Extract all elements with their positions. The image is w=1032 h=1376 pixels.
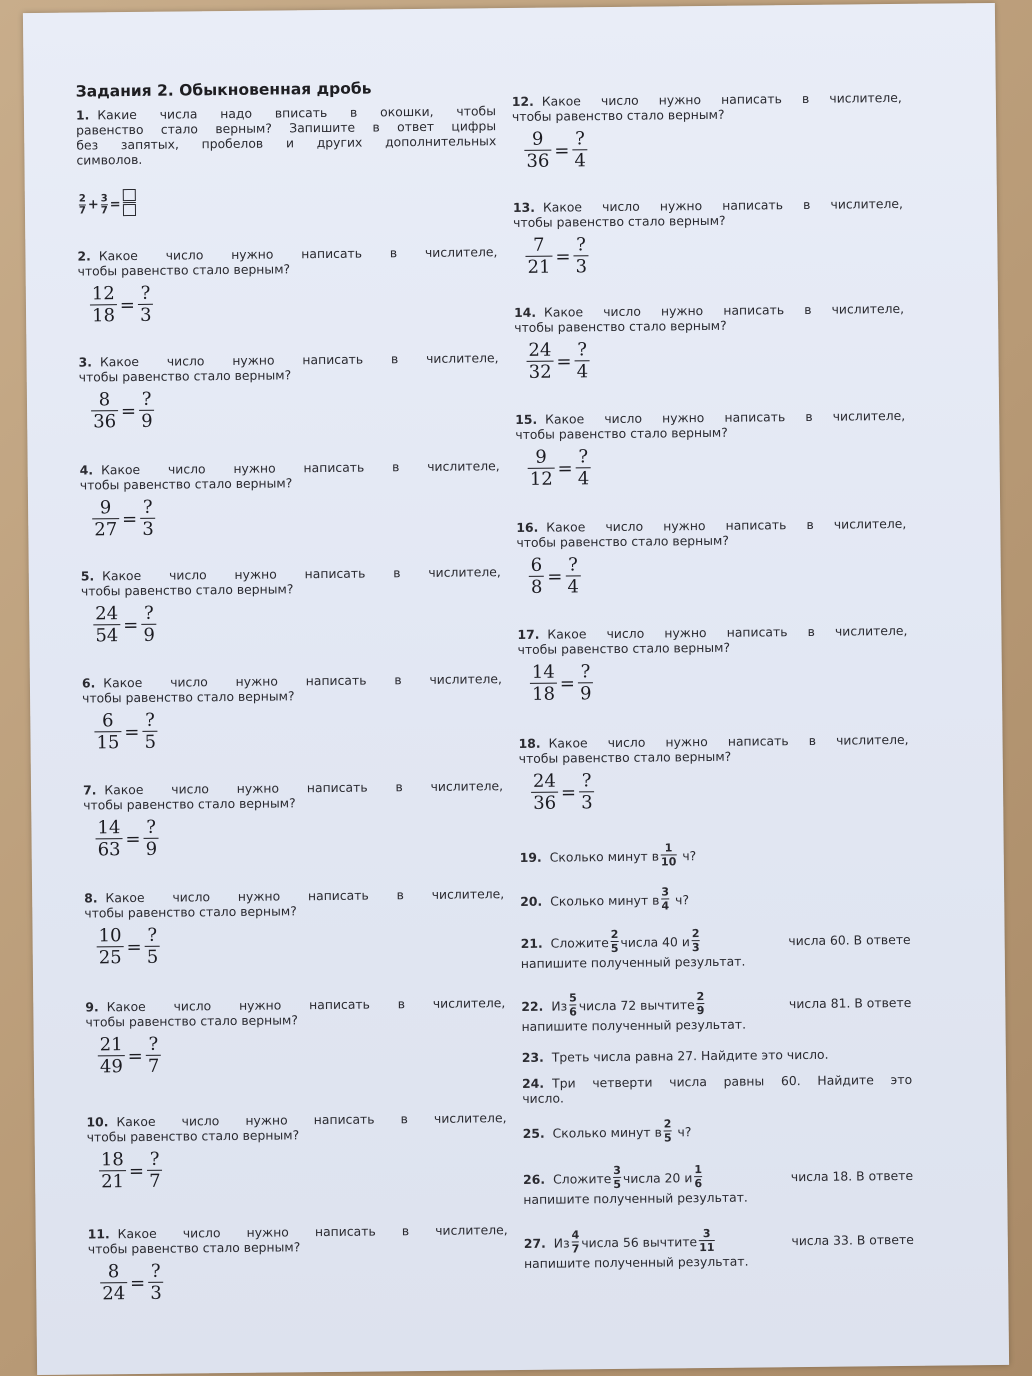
inline-fraction: 2 9 — [696, 990, 705, 1018]
left-fraction: $\frac{14}{63}$ — [97, 817, 121, 861]
task-number: 4. — [79, 462, 94, 478]
question-line-2: чтобы равенство стало верным? — [516, 532, 730, 550]
task-number: 18. — [518, 735, 541, 751]
right-fraction: $\frac{?}{4}$ — [574, 340, 590, 382]
numerator-box — [122, 189, 135, 201]
task-20: 20. Сколько минут в 3 4 ч? — [520, 885, 690, 913]
task-11 — [88, 1222, 509, 1304]
right-fraction: $\frac{?}{3}$ — [579, 771, 595, 813]
right-fraction: $\frac{?}{9}$ — [139, 390, 155, 432]
left-fraction: $\frac{6}{8}$ — [530, 554, 543, 598]
left-fraction: $\frac{8}{24}$ — [100, 1262, 127, 1304]
question-line-2: чтобы равенство стало верным? — [83, 795, 296, 813]
left-fraction: $\frac{9}{27}$ — [92, 498, 119, 540]
equals-sign: = — [124, 721, 140, 743]
right-fraction: $\frac{?}{5}$ — [142, 711, 158, 753]
task-1-expression: 2 7 + $\frac{3}{7}$ = — [77, 185, 497, 219]
task-number: 14. — [513, 304, 537, 320]
question-line-2: чтобы равенство стало верным? — [77, 261, 291, 279]
task-10 — [86, 1110, 507, 1192]
task-22: 22. Из 5 6 числа 72 вычтите 2 9 числа 81. В ответе напишите полученный результат. — [521, 990, 912, 1034]
right-fraction: $\frac{?}{9}$ — [143, 818, 159, 860]
question-line-2: чтобы равенство стало верным? — [511, 106, 725, 125]
equation — [93, 600, 501, 646]
task-number: 8. — [84, 890, 98, 906]
equation — [91, 386, 499, 432]
task-number: 11. — [87, 1226, 110, 1242]
task-number: 17. — [517, 626, 540, 642]
question-line-1: Какое число нужно написать в числителе, — [102, 564, 501, 584]
question-line-2: чтобы равенство стало верным? — [87, 1239, 301, 1257]
task-13 — [513, 196, 904, 278]
equation — [100, 1258, 508, 1304]
equals-sign: = — [547, 566, 563, 588]
left-column — [75, 8, 508, 1305]
question-line-2: чтобы равенство стало верным? — [517, 639, 731, 657]
question-line-1: Какое число нужно написать в числителе, — [546, 515, 907, 535]
right-fraction: $\frac{?}{3}$ — [573, 235, 589, 277]
equals-sign: = — [554, 139, 570, 162]
question-line-2: чтобы равенство стало верным? — [85, 1012, 299, 1030]
task-1: 1. Какие числа надо вписать в окошки, чтобы равенство стало верным? Запишите в ответ цифры без запятых, пробелов и других дополнительных символов. 2 7 + $\frac{3}{7}$ = — [76, 103, 497, 219]
question-line-1: Какое число нужно написать в числителе, — [545, 407, 906, 427]
inline-fraction: 5 6 — [568, 991, 577, 1019]
right-fraction: $\frac{?}{9}$ — [141, 604, 157, 646]
task-18 — [518, 732, 909, 814]
equals-sign: = — [128, 1160, 145, 1182]
question-line-2: чтобы равенство стало верным? — [515, 424, 728, 442]
task-number: 9. — [85, 999, 99, 1015]
inline-fraction: 2 3 — [691, 927, 700, 955]
task-number: 15. — [515, 411, 538, 427]
left-fraction: $\frac{9}{36}$ — [524, 130, 551, 172]
question-line-1: Какое число нужно написать в числителе, — [547, 622, 908, 642]
task-number: 2. — [77, 248, 91, 264]
left-fraction: $\frac{9}{12}$ — [527, 448, 554, 490]
left-fraction: $\frac{24}{32}$ — [528, 339, 552, 383]
worksheet-page — [23, 3, 1009, 1375]
right-fraction: $\frac{?}{4}$ — [572, 129, 588, 171]
right-fraction: $\frac{?}{3}$ — [148, 1262, 164, 1304]
inline-fraction: 3 11 — [699, 1226, 715, 1255]
left-fraction: $\frac{14}{18}$ — [531, 661, 556, 705]
equals-sign: = — [127, 1045, 143, 1067]
task-number: 5. — [80, 568, 95, 584]
equals-sign: = — [556, 350, 572, 373]
task-16 — [516, 516, 907, 598]
equals-sign: = — [129, 1272, 146, 1294]
left-fraction: $\frac{24}{54}$ — [95, 603, 119, 647]
question-line-1: Какое число нужно написать в числителе, — [541, 89, 902, 109]
equals-sign: = — [555, 245, 571, 268]
equals-sign: = — [123, 614, 139, 636]
answer-boxes — [122, 189, 135, 219]
equation — [95, 814, 503, 860]
question-line-2: чтобы равенство стало верным? — [78, 367, 292, 385]
equals-sign: = — [125, 828, 141, 850]
question-line-1: Какое число нужно написать в числителе, — [104, 778, 504, 798]
task-19: 19. Сколько минут в 1 10 ч? — [519, 841, 697, 869]
question-line-1: Какое число нужно написать в числителе, — [100, 458, 500, 478]
equation — [524, 126, 902, 172]
inline-fraction: 1 6 — [694, 1163, 703, 1191]
question-line-1: Какое число нужно написать в числителе, — [103, 671, 502, 691]
equals-sign: = — [121, 508, 138, 530]
right-fraction: $\frac{?}{7}$ — [146, 1035, 162, 1077]
question-line-1: Какое число нужно написать в числителе, — [542, 195, 904, 215]
equals-sign: = — [560, 781, 577, 804]
equation — [90, 280, 498, 326]
inline-fraction: 3 5 — [613, 1163, 622, 1192]
right-fraction: $\frac{?}{4}$ — [565, 555, 581, 597]
equation — [526, 337, 904, 383]
equation — [529, 552, 907, 598]
inline-fraction: 4 7 — [571, 1228, 580, 1256]
inline-fraction: 2 5 — [663, 1117, 672, 1145]
task-9 — [85, 995, 506, 1077]
task-12 — [512, 90, 903, 172]
equals-sign: = — [119, 294, 136, 316]
question-line-2: чтобы равенство стало верным? — [514, 317, 727, 335]
task-14 — [514, 301, 905, 383]
task-number: 1. — [75, 107, 90, 123]
right-fraction: $\frac{?}{5}$ — [144, 926, 160, 968]
equation — [92, 494, 500, 540]
task-4 — [80, 458, 501, 540]
task-number: 6. — [81, 675, 96, 691]
denominator-box — [123, 204, 136, 216]
question-line-2: чтобы равенство стало верным? — [513, 212, 726, 231]
right-fraction: $\frac{?}{4}$ — [575, 447, 591, 489]
question-line-1: Какое число нужно написать в числителе, — [117, 1222, 508, 1242]
left-fraction: $\frac{7}{21}$ — [525, 236, 552, 278]
task-21: 21. Сложите 2 5 числа 40 и 2 3 числа 60. В ответе напишите полученный результат. — [520, 927, 911, 971]
task-number: 12. — [511, 93, 534, 110]
page-title: Задания 2. Обыкновенная дробь — [75, 79, 372, 101]
question-line-1: Какое число нужно написать в числителе, — [543, 300, 905, 320]
task-number: 3. — [78, 354, 92, 370]
task-24: 24. Три четверти числа равны 60. Найдите это число. — [522, 1071, 913, 1106]
task-26: 26. Сложите 3 5 числа 20 и 1 6 числа 18. В ответе напишите полученный результат. — [523, 1163, 914, 1207]
right-fraction: $\frac{?}{3}$ — [138, 284, 154, 326]
left-fraction: $\frac{18}{21}$ — [100, 1149, 125, 1193]
equation — [98, 1031, 506, 1077]
question-line-2: чтобы равенство стало верным? — [80, 581, 294, 599]
equation — [531, 768, 909, 814]
inline-fraction: 1 10 — [660, 841, 677, 869]
question-line-1: Какое число нужно написать в числителе, — [548, 731, 909, 751]
task-3 — [78, 350, 499, 432]
task-6 — [82, 671, 503, 753]
equals-sign: = — [559, 672, 576, 695]
left-fraction: $\frac{10}{25}$ — [98, 925, 122, 969]
equals-sign: = — [126, 936, 142, 958]
equals-sign: = — [120, 400, 137, 422]
task-25: 25. Сколько минут в 2 5 ч? — [522, 1117, 692, 1145]
right-fraction: $\frac{?}{7}$ — [147, 1150, 163, 1192]
equals-sign: = — [557, 457, 573, 480]
question-line-1: Какое число нужно написать в числителе, — [98, 244, 498, 264]
left-fraction: $\frac{21}{49}$ — [99, 1034, 123, 1078]
task-15 — [515, 408, 906, 490]
question-line-2: чтобы равенство стало верным? — [81, 688, 295, 706]
task-2 — [77, 244, 498, 326]
equation — [99, 1146, 507, 1192]
inline-fraction: 3 4 — [661, 885, 670, 913]
task-27: 27. Из 4 7 числа 56 вычтите 3 11 числа 33. В ответе напишите полученный результат. — [523, 1226, 914, 1271]
question-line-2: чтобы равенство стало верным? — [84, 903, 297, 921]
task-number: 16. — [516, 519, 539, 535]
task-5 — [81, 564, 502, 646]
right-fraction: $\frac{?}{3}$ — [140, 498, 156, 540]
question-line-1: Какое число нужно написать в числителе, — [105, 886, 505, 906]
left-fraction: $\frac{6}{15}$ — [94, 711, 121, 753]
task-7 — [83, 778, 504, 860]
left-fraction: $\frac{12}{18}$ — [91, 283, 116, 327]
question-line-2: чтобы равенство стало верным? — [86, 1127, 300, 1145]
equation — [530, 659, 908, 705]
question-line-1: Какое число нужно написать в числителе, — [116, 1110, 507, 1130]
task-8 — [84, 886, 505, 968]
task-number: 7. — [82, 782, 97, 798]
equation — [94, 707, 502, 753]
equation — [527, 444, 905, 490]
left-fraction: $\frac{24}{36}$ — [532, 770, 557, 814]
task-number: 10. — [86, 1114, 109, 1130]
equation — [96, 922, 504, 968]
task-23: 23. Треть числа равна 27. Найдите это число. — [521, 1046, 829, 1065]
question-line-2: чтобы равенство стало верным? — [79, 475, 293, 493]
equation — [525, 232, 903, 278]
inline-fraction: 2 5 — [610, 927, 619, 956]
right-column — [511, 4, 914, 1271]
task-17 — [517, 623, 908, 705]
left-fraction: $\frac{8}{36}$ — [91, 390, 118, 432]
question-line-1: Какое число нужно написать в числителе, — [106, 995, 506, 1015]
task-number: 13. — [512, 199, 535, 216]
question-line-1: Какое число нужно написать в числителе, — [99, 350, 499, 370]
question-line-2: чтобы равенство стало верным? — [518, 748, 732, 766]
right-fraction: $\frac{?}{9}$ — [578, 662, 594, 704]
